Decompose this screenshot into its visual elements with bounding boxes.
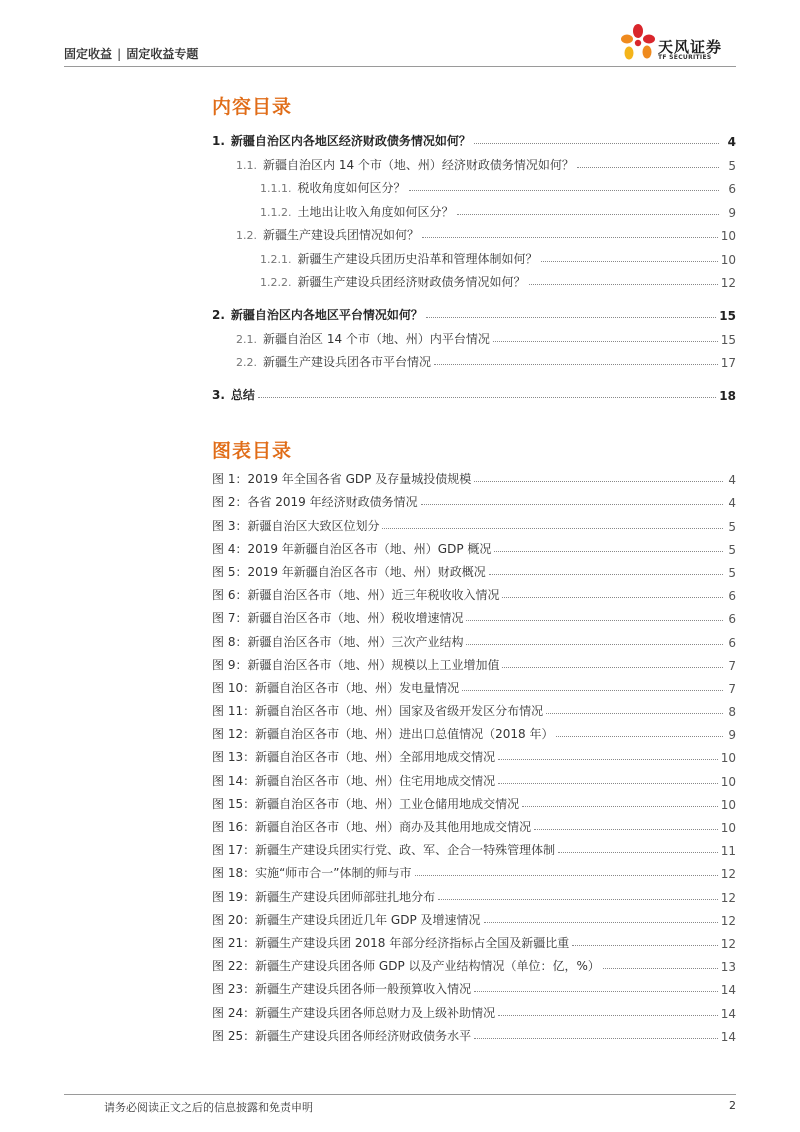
toc-entry-page: 10 — [720, 229, 736, 243]
dot-leader — [484, 922, 718, 923]
toc-entry[interactable] — [212, 323, 736, 347]
toc-entry-label — [212, 132, 474, 149]
figure-entry-text: 图 8：新疆自治区各市（地、州）三次产业结构 — [212, 634, 464, 649]
figure-entry-text: 图 10：新疆自治区各市（地、州）发电量情况 — [212, 680, 460, 695]
toc-entry-page: 10 — [720, 252, 736, 267]
toc-entry-number: 1.1. — [236, 158, 257, 172]
figure-entry[interactable] — [212, 650, 736, 673]
figure-entry[interactable] — [212, 789, 736, 812]
figure-entry[interactable] — [212, 464, 736, 487]
dot-leader — [502, 597, 723, 598]
figure-entry-text: 图 5：2019 年新疆自治区各市（地、州）财政概况 — [212, 564, 486, 579]
toc-entry-label — [236, 330, 493, 347]
toc-entry-number: 2.1. — [236, 332, 257, 346]
figure-entry[interactable] — [212, 951, 736, 974]
toc-gap — [212, 290, 736, 298]
toc-entry-text: 总结 — [230, 388, 255, 402]
dot-leader — [522, 806, 718, 807]
figure-entry-text: 图 7：新疆自治区各市（地、州）税收增速情况 — [212, 611, 464, 626]
toc-entry-text: 新疆生产建设兵团各市平台情况 — [263, 355, 432, 369]
dot-leader — [457, 214, 719, 215]
dot-leader — [541, 261, 718, 262]
toc-entry-page: 15 — [720, 332, 736, 347]
page-number: 2 — [729, 1099, 736, 1112]
toc-entry-page: 18 — [719, 389, 736, 403]
figure-entry-page: 12 — [720, 867, 736, 882]
figure-entry[interactable] — [212, 1021, 736, 1044]
figure-entry[interactable] — [212, 974, 736, 997]
figure-entry[interactable] — [212, 557, 736, 580]
toc-entry-number: 1.1.2. — [260, 205, 292, 219]
figure-entry[interactable] — [212, 719, 736, 742]
dot-leader — [421, 504, 723, 505]
dot-leader — [489, 574, 723, 575]
toc-entry-label — [212, 306, 426, 323]
dot-leader — [462, 690, 723, 691]
figure-entry-text: 图 4：2019 年新疆自治区各市（地、州）GDP 概况 — [212, 541, 492, 556]
figure-entry-page: 10 — [720, 774, 736, 789]
figure-entry-page: 9 — [728, 728, 736, 743]
toc-entry-page: 6 — [728, 182, 736, 196]
figure-entry-page: 12 — [720, 913, 736, 928]
toc-entry[interactable] — [212, 298, 736, 323]
dot-leader — [572, 945, 717, 946]
toc-entry-label — [236, 156, 577, 173]
figure-entry-page: 10 — [720, 751, 736, 766]
dot-leader — [498, 783, 718, 784]
toc-entry-text: 新疆自治区 14 个市（地、州）内平台情况 — [263, 331, 490, 346]
figure-entry[interactable] — [212, 626, 736, 649]
breadcrumb — [64, 45, 198, 62]
toc-title: 内容目录 — [212, 96, 293, 118]
dot-leader — [498, 759, 718, 760]
figure-entry[interactable] — [212, 905, 736, 928]
toc-entry[interactable] — [212, 196, 736, 220]
toc-entry-label — [260, 179, 409, 196]
toc-entry-page: 12 — [720, 276, 736, 290]
figure-entry-text: 图 17：新疆生产建设兵团实行党、政、军、企合一特殊管理体制 — [212, 843, 556, 858]
header-divider — [64, 66, 736, 67]
dot-leader — [258, 397, 716, 398]
figure-list-title: 图表目录 — [212, 440, 293, 462]
figure-entry[interactable] — [212, 858, 736, 881]
toc-entry-text: 新疆自治区内各地区经济财政债务情况如何？ — [230, 134, 471, 148]
figure-entry[interactable] — [212, 673, 736, 696]
company-logo — [618, 22, 736, 66]
toc-entry-text: 税收角度如何区分？ — [297, 181, 406, 195]
dot-leader — [422, 237, 718, 238]
breadcrumb-separator: | — [117, 47, 122, 61]
dot-leader — [534, 829, 718, 830]
toc-list — [212, 124, 736, 403]
toc-entry-label — [260, 203, 457, 220]
toc-entry-text: 新疆生产建设兵团历史沿革和管理体制如何？ — [297, 251, 538, 266]
figure-entry-page: 12 — [720, 936, 736, 951]
figure-entry-text: 图 25：新疆生产建设兵团各师经济财政债务水平 — [212, 1028, 472, 1043]
figure-entry-text: 图 22：新疆生产建设兵团各师 GDP 以及产业结构情况（单位：亿，%） — [212, 959, 600, 974]
figure-entry[interactable] — [212, 881, 736, 904]
toc-entry-label — [236, 353, 434, 370]
dot-leader — [556, 736, 723, 737]
dot-leader — [474, 991, 718, 992]
dot-leader — [382, 528, 723, 529]
figure-entry-text: 图 6：新疆自治区各市（地、州）近三年税收收入情况 — [212, 588, 500, 603]
figure-entry[interactable] — [212, 580, 736, 603]
dot-leader — [494, 551, 723, 552]
figure-entry[interactable] — [212, 835, 736, 858]
figure-entry-text: 图 3：新疆自治区大致区位划分 — [212, 518, 380, 533]
dot-leader — [409, 190, 719, 191]
toc-entry-text: 土地出让收入角度如何区分？ — [297, 204, 454, 219]
figure-entry-text: 图 23：新疆生产建设兵团各师一般预算收入情况 — [212, 982, 472, 997]
toc-entry-number: 1. — [212, 134, 225, 148]
figure-entry-page: 6 — [728, 635, 736, 650]
toc-gap — [212, 370, 736, 378]
toc-entry-number: 1.2. — [236, 229, 257, 242]
figure-entry-page: 7 — [728, 681, 736, 696]
toc-entry-number: 3. — [212, 388, 225, 402]
dot-leader — [603, 968, 718, 969]
toc-entry-text: 新疆生产建设兵团情况如何？ — [263, 228, 420, 242]
figure-entry-text: 图 24：新疆生产建设兵团各师总财力及上级补助情况 — [212, 1005, 496, 1020]
toc-entry[interactable] — [212, 173, 736, 197]
dot-leader — [415, 875, 718, 876]
figure-entry[interactable] — [212, 487, 736, 510]
figure-entry-text: 图 12：新疆自治区各市（地、州）进出口总值情况（2018 年） — [212, 727, 554, 742]
toc-entry-text: 新疆自治区内各地区平台情况如何？ — [230, 308, 423, 322]
figure-entry-text: 图 13：新疆自治区各市（地、州）全部用地成交情况 — [212, 750, 496, 765]
footer-divider — [64, 1094, 736, 1095]
figure-entry-text: 图 20：新疆生产建设兵团近几年 GDP 及增速情况 — [212, 912, 481, 927]
toc-entry-page: 5 — [728, 158, 736, 173]
toc-entry[interactable] — [212, 378, 736, 403]
figure-entry-text: 图 18：实施“师市合一”体制的师与市 — [212, 866, 412, 881]
dot-leader — [466, 644, 723, 645]
dot-leader — [558, 852, 718, 853]
figure-entry-page: 14 — [720, 1029, 736, 1044]
dot-leader — [474, 1038, 718, 1039]
figure-entry-page: 12 — [720, 890, 736, 905]
figure-entry-text: 图 16：新疆自治区各市（地、州）商办及其他用地成交情况 — [212, 820, 532, 834]
toc-entry-number: 1.1.1. — [260, 182, 292, 195]
figure-entry[interactable] — [212, 696, 736, 719]
logo-english-name: TF SECURITIES — [658, 54, 712, 61]
toc-entry[interactable] — [212, 267, 736, 291]
toc-entry-text: 新疆生产建设兵团经济财政债务情况如何？ — [297, 275, 526, 289]
figure-entry[interactable] — [212, 534, 736, 557]
toc-entry-number: 2. — [212, 308, 225, 322]
toc-entry-page: 9 — [728, 205, 736, 220]
dot-leader — [546, 713, 723, 714]
toc-entry[interactable] — [212, 347, 736, 371]
figure-entry-page: 4 — [728, 496, 736, 511]
figure-entry[interactable] — [212, 997, 736, 1020]
dot-leader — [577, 167, 719, 168]
toc-entry[interactable] — [212, 124, 736, 149]
figure-entry-page: 5 — [728, 542, 736, 557]
dot-leader — [529, 284, 718, 285]
flower-logo-icon — [618, 22, 658, 66]
toc-entry-label — [236, 226, 422, 243]
toc-entry-page: 4 — [727, 135, 736, 149]
toc-entry[interactable] — [212, 243, 736, 267]
toc-entry-text: 新疆自治区内 14 个市（地、州）经济财政债务情况如何？ — [263, 157, 574, 172]
figure-entry-text: 图 19：新疆生产建设兵团师部驻扎地分布 — [212, 889, 436, 904]
figure-entry[interactable] — [212, 928, 736, 951]
figure-entry-text: 图 1：2019 年全国各省 GDP 及存量城投债规模 — [212, 472, 472, 487]
toc-entry[interactable] — [212, 220, 736, 244]
toc-entry-label — [212, 386, 258, 403]
figure-entry-page: 5 — [728, 565, 736, 580]
dot-leader — [502, 667, 723, 668]
dot-leader — [434, 364, 718, 365]
toc-entry-page: 17 — [720, 356, 736, 370]
dot-leader — [498, 1015, 718, 1016]
dot-leader — [474, 143, 719, 144]
figure-entry-text: 图 14：新疆自治区各市（地、州）住宅用地成交情况 — [212, 773, 496, 788]
figure-entry-text: 图 2：各省 2019 年经济财政债务情况 — [212, 495, 418, 510]
breadcrumb-topic: 固定收益专题 — [126, 47, 199, 61]
figure-entry-page: 4 — [728, 473, 736, 488]
dot-leader — [426, 317, 716, 318]
toc-entry[interactable] — [212, 149, 736, 173]
dot-leader — [493, 341, 718, 342]
figure-entry-page: 10 — [720, 797, 736, 812]
figure-entry[interactable] — [212, 812, 736, 835]
figure-entry-text: 图 9：新疆自治区各市（地、州）规模以上工业增加值 — [212, 657, 500, 672]
figure-list — [212, 464, 736, 1044]
figure-entry[interactable] — [212, 510, 736, 533]
dot-leader — [474, 481, 723, 482]
breadcrumb-category: 固定收益 — [64, 47, 113, 61]
toc-entry-label — [260, 250, 541, 267]
figure-entry-page: 7 — [728, 658, 736, 673]
figure-entry[interactable] — [212, 603, 736, 626]
dot-leader — [466, 620, 723, 621]
figure-entry-page: 10 — [720, 821, 736, 835]
figure-entry-page: 13 — [720, 960, 736, 975]
page-header — [64, 0, 736, 70]
toc-entry-label — [260, 273, 529, 290]
figure-entry[interactable] — [212, 765, 736, 788]
figure-entry-text: 图 11：新疆自治区各市（地、州）国家及省级开发区分布情况 — [212, 704, 544, 719]
toc-entry-number: 1.2.1. — [260, 252, 292, 266]
figure-entry-text: 图 15：新疆自治区各市（地、州）工业仓储用地成交情况 — [212, 796, 520, 811]
figure-entry-page: 14 — [720, 983, 736, 998]
dot-leader — [438, 899, 718, 900]
figure-entry[interactable] — [212, 742, 736, 765]
toc-entry-number: 1.2.2. — [260, 276, 292, 289]
figure-entry-page: 6 — [728, 612, 736, 627]
figure-entry-page: 11 — [720, 844, 736, 859]
toc-entry-number: 2.2. — [236, 356, 257, 369]
figure-entry-page: 14 — [720, 1006, 736, 1021]
footer-disclaimer: 请务必阅读正文之后的信息披露和免责申明 — [104, 1101, 313, 1114]
toc-entry-page: 15 — [719, 309, 736, 323]
figure-entry-page: 6 — [728, 589, 736, 604]
figure-entry-page: 8 — [728, 705, 736, 720]
figure-entry-page: 5 — [728, 519, 736, 534]
logo-chinese-name: 天风证券 — [658, 38, 723, 56]
figure-entry-text: 图 21：新疆生产建设兵团 2018 年部分经济指标占全国及新疆比重 — [212, 935, 570, 950]
